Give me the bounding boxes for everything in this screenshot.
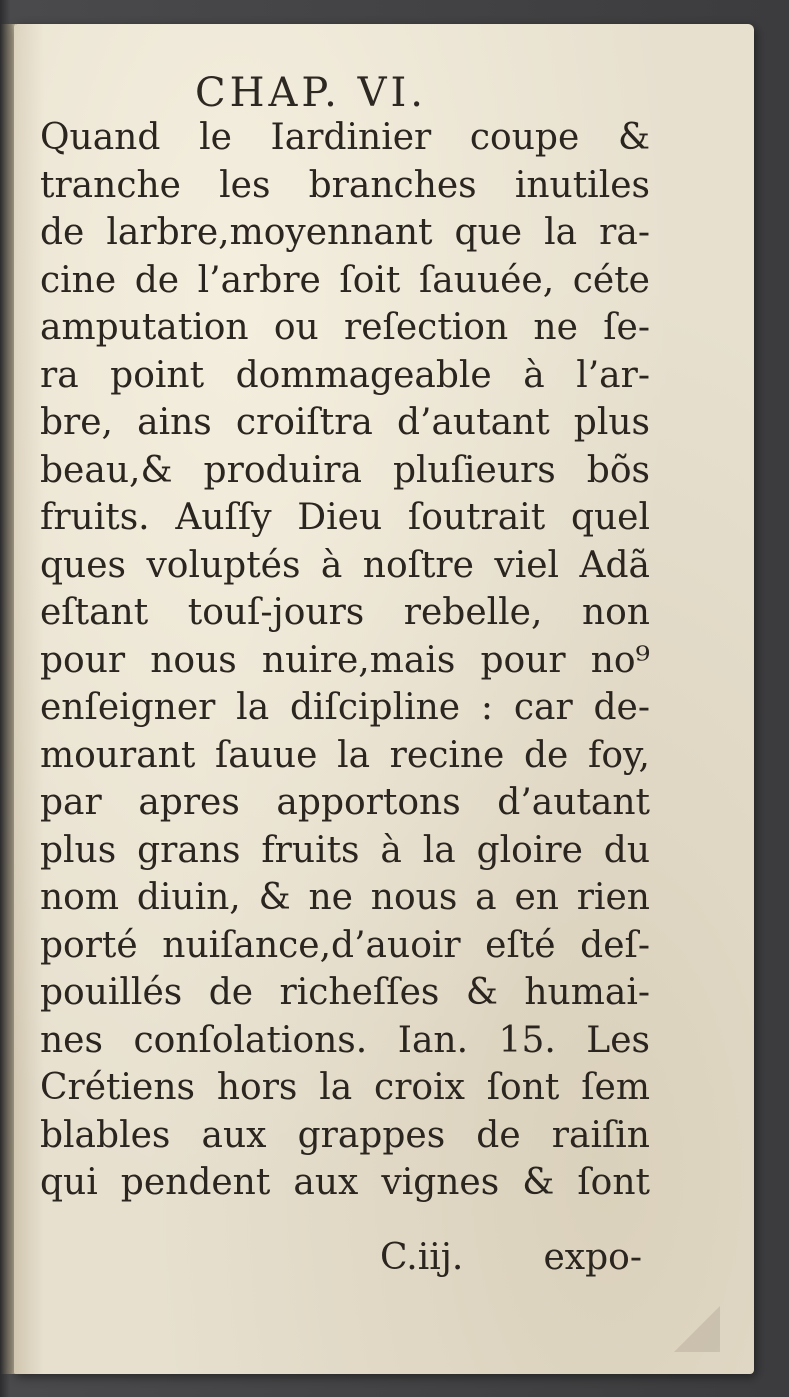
text-line: blables aux grappes de raiſin <box>40 1114 650 1156</box>
text-line: ra point dommageable à l’ar- <box>40 354 650 396</box>
text-line: nom diuin, & ne nous a en rien <box>40 877 650 918</box>
text-line: bre, ains croiſtra d’autant plus <box>40 402 650 443</box>
text-line: plus grans fruits à la gloire du <box>40 829 650 871</box>
text-line: eſtant touſ-jours rebelle, non <box>40 592 650 633</box>
text-line: Quand le Iardinier coupe & <box>40 117 650 158</box>
text-line: qui pendent aux vignes & ſont <box>40 1162 650 1203</box>
text-line: tranche les branches inutiles <box>40 164 650 206</box>
catchword: expo- <box>543 1237 642 1278</box>
text-line: porté nuiſance,d’auoir eſté deſ- <box>40 924 650 966</box>
text-line: Crétiens hors la croix ſont ſem <box>40 1067 650 1108</box>
text-line: fruits. Auſſy Dieu ſoutrait quel <box>40 497 650 538</box>
text-line: pouillés de richeſſes & humai- <box>40 972 650 1013</box>
text-line: beau,& produira pluſieurs bõs <box>40 449 650 491</box>
text-line: nes conſolations. Ian. 15. Les <box>40 1019 650 1061</box>
signature-mark: C.iij. <box>380 1237 464 1278</box>
text-line: amputation ou reſection ne ſe- <box>40 307 650 348</box>
body-text <box>40 114 650 1207</box>
page-corner-fold <box>674 1306 720 1352</box>
text-line: mourant ſauue la recine de foy, <box>40 734 650 776</box>
text-line: par apres apportons d’autant <box>40 782 650 823</box>
text-line: cine de l’arbre ſoit ſauuée, céte <box>40 259 650 301</box>
text-line: de larbre,moyennant que la ra- <box>40 212 650 253</box>
text-line: pour nous nuire,mais pour no⁹ <box>40 639 650 681</box>
chapter-heading: CHAP. VI. <box>195 70 428 116</box>
text-line: enſeigner la diſcipline : car de- <box>40 687 650 728</box>
text-line: ques voluptés à noſtre viel Adã <box>40 544 650 586</box>
